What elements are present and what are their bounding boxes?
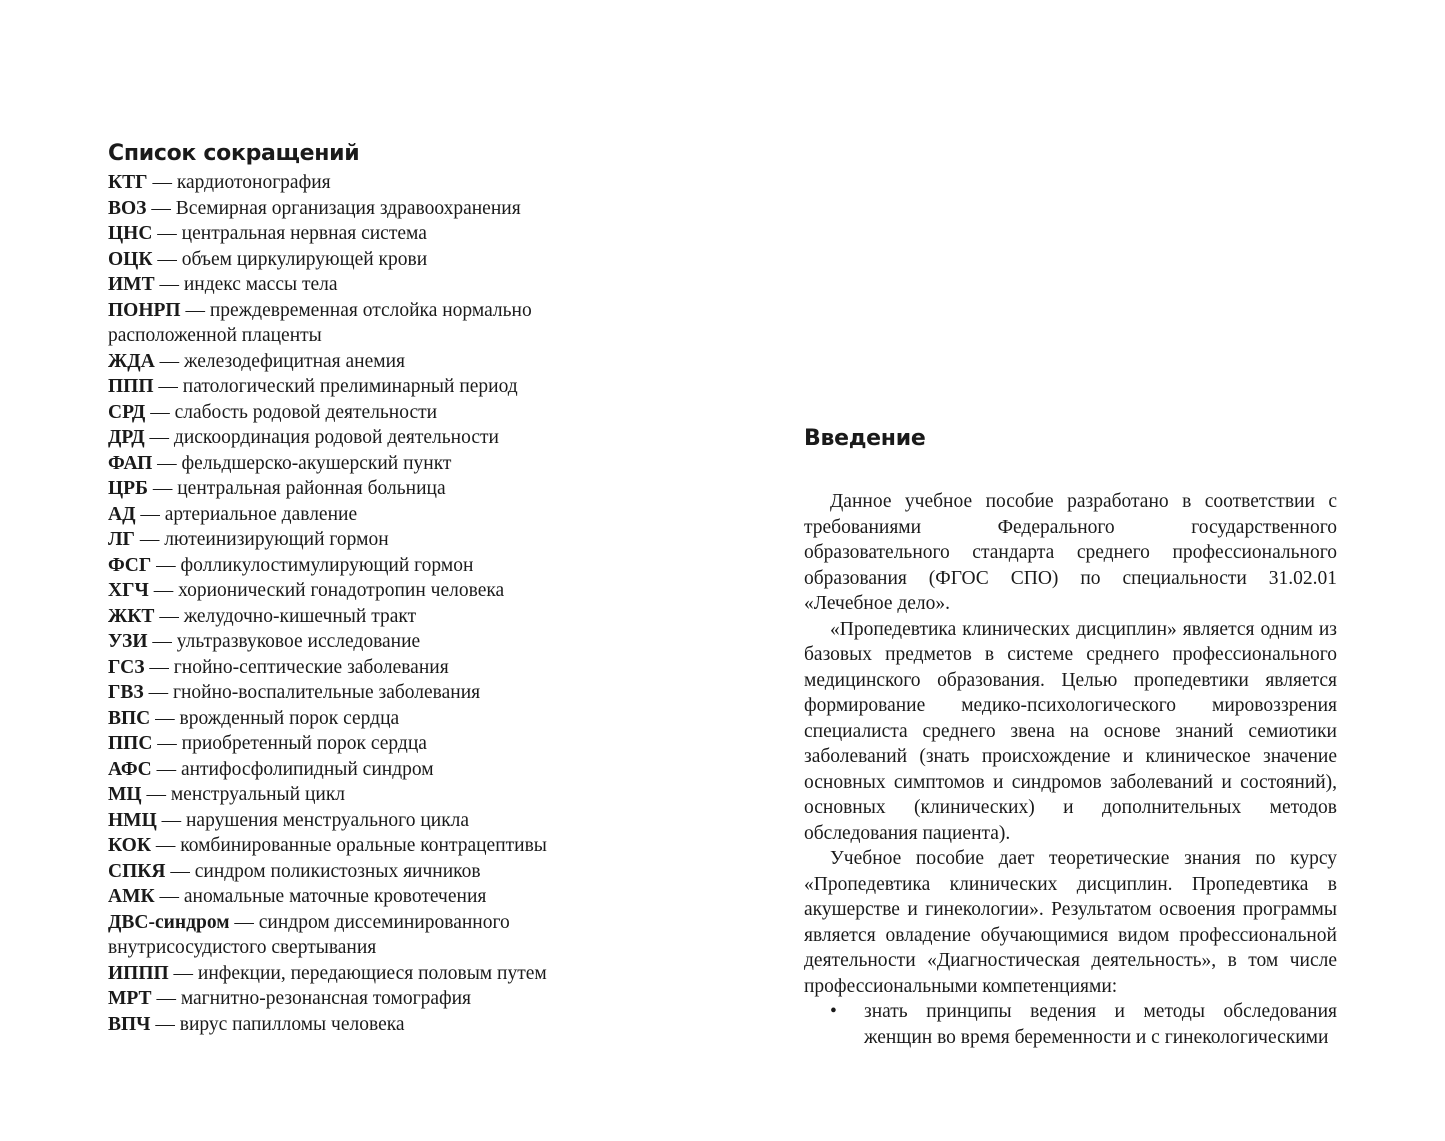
abbreviation-term: ППС bbox=[108, 733, 153, 754]
abbreviations-page bbox=[108, 138, 608, 1037]
abbreviation-definition: лютеинизирующий гормон bbox=[164, 529, 389, 550]
abbreviation-definition: желудочно-кишечный тракт bbox=[183, 605, 417, 627]
abbreviation-term: ДВС-синдром bbox=[108, 911, 230, 933]
abbreviation-separator: — bbox=[151, 758, 181, 780]
abbreviation-definition: дискоординация родовой деятельности bbox=[173, 427, 499, 448]
abbreviation-separator: — bbox=[154, 605, 184, 627]
abbreviation-definition: объем циркулирующей крови bbox=[181, 248, 428, 270]
abbreviation-item bbox=[108, 884, 608, 910]
abbreviation-item bbox=[108, 527, 608, 553]
abbreviation-term: ЛГ bbox=[108, 529, 135, 550]
abbreviation-item bbox=[108, 476, 608, 502]
abbreviation-item bbox=[108, 170, 608, 196]
abbreviation-item bbox=[108, 782, 608, 808]
abbreviation-separator: — bbox=[229, 911, 259, 933]
abbreviation-item bbox=[108, 400, 608, 426]
abbreviation-item bbox=[108, 859, 608, 885]
abbreviation-item bbox=[108, 833, 608, 859]
abbreviation-item bbox=[108, 629, 608, 655]
abbreviations-heading: Список сокращений bbox=[108, 141, 360, 166]
abbreviation-term: СРД bbox=[108, 401, 146, 423]
abbreviation-definition: патологический прелиминарный период bbox=[182, 376, 518, 397]
abbreviation-term: ИППП bbox=[108, 962, 169, 984]
abbreviation-term: МРТ bbox=[108, 988, 152, 1009]
abbreviation-definition: железодефицитная анемия bbox=[184, 350, 406, 372]
abbreviation-item bbox=[108, 961, 608, 987]
introduction-body bbox=[804, 489, 1337, 1050]
abbreviation-definition: вирус папилломы человека bbox=[179, 1013, 405, 1035]
abbreviation-item bbox=[108, 553, 608, 579]
abbreviation-definition: хорионический гонадотропин человека bbox=[178, 580, 505, 601]
abbreviation-item bbox=[108, 451, 608, 477]
abbreviation-item bbox=[108, 349, 608, 375]
abbreviation-definition: нарушения менструального цикла bbox=[186, 809, 470, 831]
abbreviation-definition: приобретенный порок сердца bbox=[181, 733, 427, 754]
abbreviation-separator: — bbox=[156, 809, 186, 831]
competencies-list bbox=[804, 999, 1337, 1050]
abbreviation-term: ППП bbox=[108, 376, 154, 397]
abbreviation-item bbox=[108, 910, 608, 961]
intro-paragraph: Данное учебное пособие разработано в соответствии с требованиями Федерального государственного образовательного стандарта среднего профессионального образования (ФГОС СПО) по специальности 31.02.01 «Лечебное дело». bbox=[804, 491, 1337, 614]
abbreviation-separator: — bbox=[152, 452, 182, 474]
abbreviation-item bbox=[108, 221, 608, 247]
abbreviation-item bbox=[108, 196, 608, 222]
abbreviation-separator: — bbox=[180, 299, 210, 321]
abbreviation-definition: артериальное давление bbox=[164, 503, 358, 525]
abbreviations-list bbox=[108, 170, 608, 1037]
abbreviation-definition: аномальные маточные кровотечения bbox=[183, 886, 487, 907]
abbreviation-item bbox=[108, 604, 608, 630]
abbreviation-term: ГВЗ bbox=[108, 682, 144, 703]
abbreviation-item bbox=[108, 247, 608, 273]
abbreviation-term: ФАП bbox=[108, 452, 153, 474]
introduction-page bbox=[804, 423, 1337, 1050]
abbreviation-separator: — bbox=[146, 197, 176, 219]
abbreviation-definition: гнойно-септические заболевания bbox=[173, 656, 449, 678]
abbreviation-separator: — bbox=[134, 529, 165, 550]
abbreviation-separator: — bbox=[141, 784, 171, 805]
abbreviation-definition: менструальный цикл bbox=[170, 784, 346, 805]
abbreviation-separator: — bbox=[150, 707, 180, 729]
abbreviation-definition: синдром поликистозных яичников bbox=[194, 860, 481, 882]
abbreviation-definition: ультразвуковое исследование bbox=[176, 631, 421, 652]
abbreviation-separator: — bbox=[147, 631, 177, 652]
abbreviation-separator: — bbox=[154, 886, 184, 907]
abbreviation-term: ИМТ bbox=[108, 274, 155, 295]
abbreviation-item bbox=[108, 680, 608, 706]
competency-text: знать принципы ведения и методы обследования женщин во время беременности и с гинекологическими bbox=[864, 1001, 1337, 1048]
abbreviation-definition: индекс массы тела bbox=[183, 274, 338, 295]
bullet-icon: • bbox=[830, 1001, 837, 1022]
abbreviation-separator: — bbox=[151, 988, 181, 1009]
abbreviation-definition: слабость родовой деятельности bbox=[174, 401, 438, 423]
abbreviation-term: ВОЗ bbox=[108, 197, 147, 219]
abbreviation-item bbox=[108, 578, 608, 604]
abbreviation-definition: инфекции, передающиеся половым путем bbox=[197, 962, 547, 984]
abbreviation-definition: фельдшерско-акушерский пункт bbox=[181, 452, 452, 474]
abbreviation-term: ХГЧ bbox=[108, 580, 149, 601]
abbreviation-separator: — bbox=[150, 1013, 180, 1035]
abbreviation-separator: — bbox=[148, 580, 179, 601]
abbreviation-item bbox=[108, 808, 608, 834]
abbreviation-term: АМК bbox=[108, 886, 155, 907]
abbreviation-separator: — bbox=[147, 172, 177, 193]
abbreviation-term: АФС bbox=[108, 758, 152, 780]
competency-item bbox=[804, 999, 1337, 1050]
abbreviation-separator: — bbox=[150, 835, 181, 856]
introduction-heading: Введение bbox=[804, 426, 926, 451]
abbreviation-separator: — bbox=[151, 554, 181, 576]
abbreviation-separator: — bbox=[143, 682, 173, 703]
abbreviation-term: СПКЯ bbox=[108, 860, 166, 882]
abbreviation-separator: — bbox=[135, 503, 165, 525]
abbreviation-term: ЖКТ bbox=[108, 605, 155, 627]
intro-paragraph: «Пропедевтика клинических дисциплин» является одним из базовых предметов в системе среднего профессионального медицинского образования. Целью пропедевтики является формирование медико-психологического мировоззрения специалиста среднего звена на основе знаний семиотики заболеваний (знать происхождение и клиническое значение основных симптомов и синдромов заболеваний и состояний), основных (клинических) и дополнительных методов обследования пациента). bbox=[804, 618, 1337, 844]
abbreviation-item bbox=[108, 655, 608, 681]
abbreviation-separator: — bbox=[154, 350, 185, 372]
abbreviation-term: КОК bbox=[108, 835, 151, 856]
abbreviation-term: УЗИ bbox=[108, 631, 148, 652]
abbreviation-term: ЦРБ bbox=[108, 478, 148, 499]
abbreviation-definition: центральная нервная система bbox=[181, 223, 427, 244]
abbreviation-item bbox=[108, 757, 608, 783]
abbreviation-definition: преждевременная отслойка нормально расположенной плаценты bbox=[108, 299, 532, 346]
abbreviation-definition: врожденный порок сердца bbox=[179, 707, 400, 729]
abbreviation-term: ФСГ bbox=[108, 554, 152, 576]
abbreviation-definition: синдром диссеминированного внутрисосудистого свертывания bbox=[108, 911, 510, 958]
abbreviation-item bbox=[108, 425, 608, 451]
abbreviation-term: ВПЧ bbox=[108, 1013, 151, 1035]
abbreviation-item bbox=[108, 986, 608, 1012]
abbreviation-separator: — bbox=[147, 478, 178, 499]
abbreviation-separator: — bbox=[165, 860, 195, 882]
abbreviation-term: ВПС bbox=[108, 707, 151, 729]
abbreviation-separator: — bbox=[168, 962, 198, 984]
abbreviation-item bbox=[108, 298, 608, 349]
abbreviation-term: МЦ bbox=[108, 784, 142, 805]
abbreviation-term: КТГ bbox=[108, 172, 148, 193]
abbreviation-item bbox=[108, 731, 608, 757]
abbreviation-definition: антифосфолипидный синдром bbox=[180, 758, 434, 780]
abbreviation-definition: гнойно-воспалительные заболевания bbox=[172, 682, 481, 703]
abbreviation-definition: комбинированные оральные контрацептивы bbox=[180, 835, 547, 856]
abbreviation-definition: центральная районная больница bbox=[177, 478, 446, 499]
abbreviation-separator: — bbox=[144, 427, 174, 448]
abbreviation-item bbox=[108, 272, 608, 298]
abbreviation-term: ДРД bbox=[108, 427, 145, 448]
abbreviation-term: ЦНС bbox=[108, 223, 153, 244]
abbreviation-separator: — bbox=[152, 223, 182, 244]
abbreviation-term: ОЦК bbox=[108, 248, 153, 270]
abbreviation-item bbox=[108, 502, 608, 528]
abbreviation-definition: кардиотонография bbox=[176, 172, 331, 193]
abbreviation-separator: — bbox=[152, 733, 182, 754]
abbreviation-item bbox=[108, 706, 608, 732]
abbreviation-term: НМЦ bbox=[108, 809, 157, 831]
abbreviation-item bbox=[108, 1012, 608, 1038]
abbreviation-term: ПОНРП bbox=[108, 299, 181, 321]
abbreviation-term: ЖДА bbox=[108, 350, 155, 372]
abbreviation-separator: — bbox=[154, 274, 184, 295]
intro-paragraph: Учебное пособие дает теоретические знания по курсу «Пропедевтика клинических дисциплин. Пропедевтика в акушерстве и гинекологии». Результатом освоения программы является овладение обучающимися видом профессиональной деятельности «Диагностическая деятельность», в том числе профессиональными компетенциями: bbox=[804, 848, 1337, 997]
abbreviation-definition: магнитно-резонансная томография bbox=[180, 988, 472, 1009]
abbreviation-term: АД bbox=[108, 503, 136, 525]
abbreviation-definition: Всемирная организация здравоохранения bbox=[175, 197, 521, 219]
abbreviation-definition: фолликулостимулирующий гормон bbox=[180, 554, 474, 576]
abbreviation-term: ГСЗ bbox=[108, 656, 145, 678]
abbreviation-separator: — bbox=[145, 401, 175, 423]
abbreviation-item bbox=[108, 374, 608, 400]
abbreviation-separator: — bbox=[144, 656, 174, 678]
abbreviation-separator: — bbox=[153, 376, 183, 397]
abbreviation-separator: — bbox=[152, 248, 182, 270]
